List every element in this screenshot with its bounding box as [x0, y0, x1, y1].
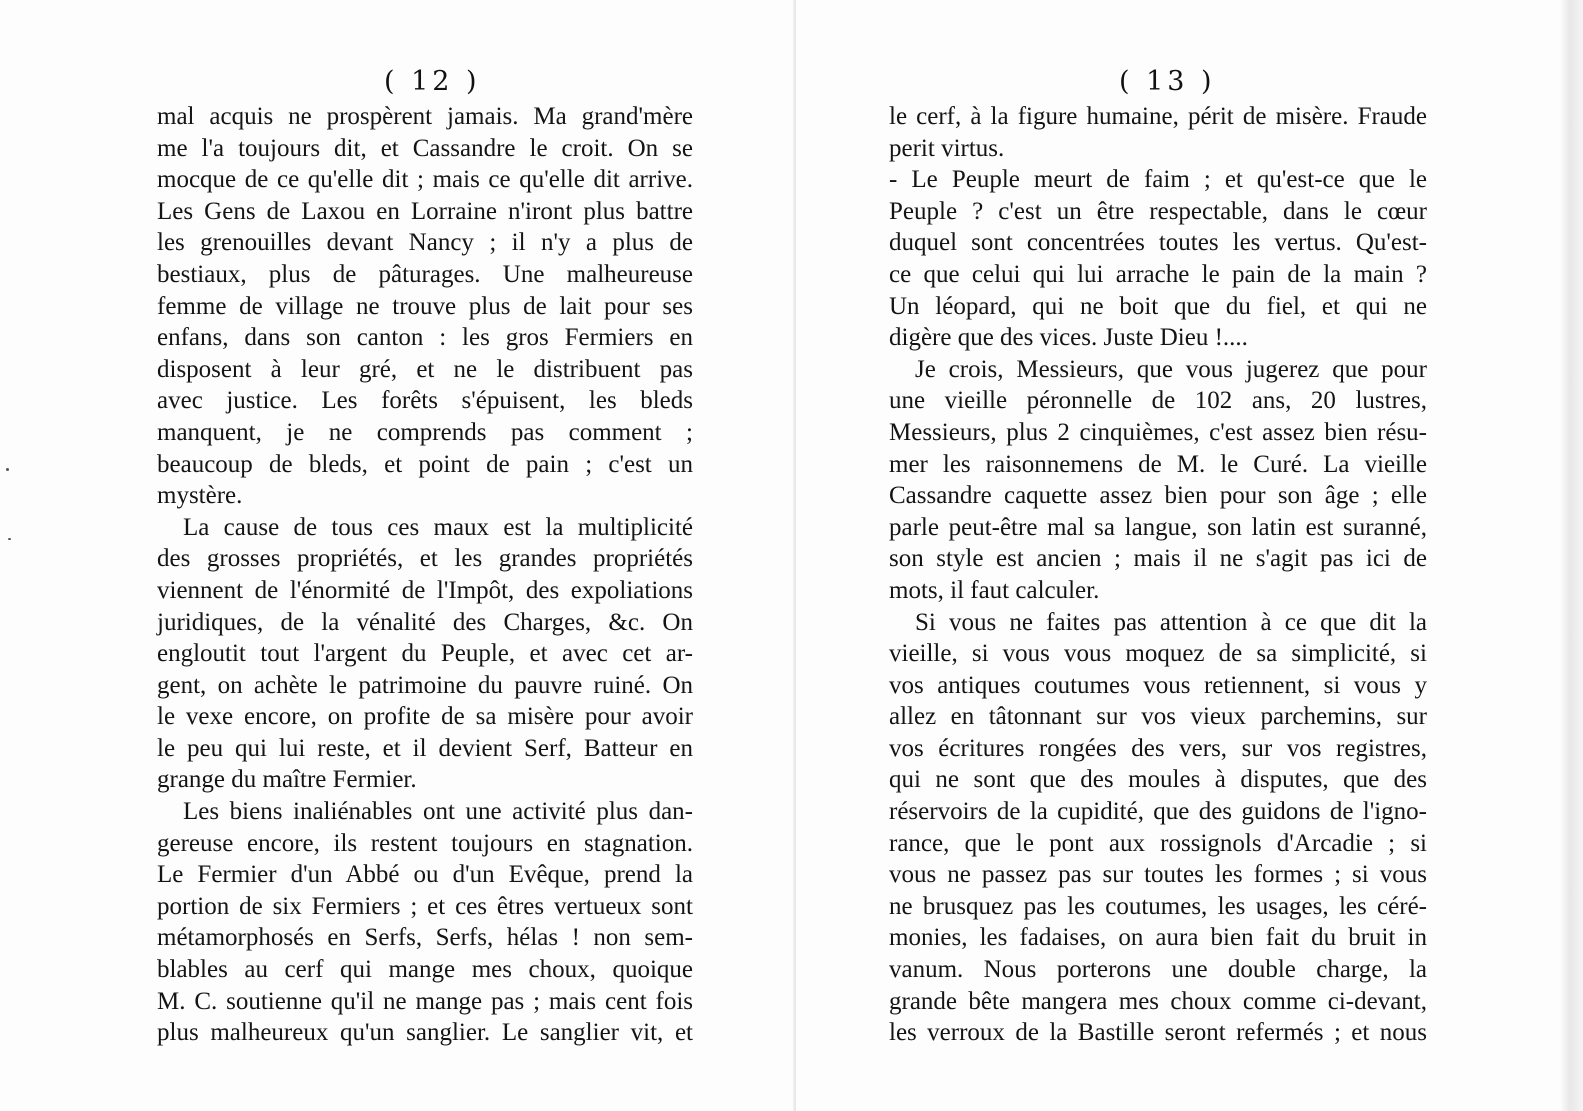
text-line: bestiaux, plus de pâturages. Une malheureuse: [157, 260, 693, 288]
text-line: mots, il faut calculer.: [889, 576, 1100, 604]
scan-speck: [6, 468, 9, 471]
text-line: parle peut-être mal sa langue, son latin est suranné,: [889, 513, 1427, 541]
text-line: juridiques, de la vénalité des Charges, &c. On: [157, 608, 693, 636]
text-line: allez en tâtonnant sur vos vieux parchemins, sur: [889, 703, 1427, 731]
text-line: une vieille péronnelle de 102 ans, 20 lustres,: [889, 387, 1427, 415]
text-line: son style est ancien ; mais il ne s'agit pas ici de: [889, 545, 1427, 573]
text-line: les grenouilles devant Nancy ; il n'y a plus de: [157, 229, 693, 257]
text-line: plus malheureux qu'un sanglier. Le sanglier vit, et: [157, 1019, 693, 1047]
text-line: le peu qui lui reste, et il devient Serf, Batteur en: [157, 734, 693, 762]
text-line: rance, que le pont aux rossignols d'Arcadie ; si: [889, 829, 1427, 857]
text-line: réservoirs de la cupidité, que des guidons de l'igno-: [889, 798, 1427, 826]
text-line: - Le Peuple meurt de faim ; et qu'est-ce que le: [889, 166, 1427, 194]
text-line: blables au cerf qui mange mes choux, quoique: [157, 956, 693, 984]
text-line: femme de village ne trouve plus de lait pour ses: [157, 292, 693, 320]
text-line: Un léopard, qui ne boit que du fiel, et qui ne: [889, 292, 1427, 320]
text-line: les verroux de la Bastille seront refermés ; et nous: [889, 1019, 1427, 1047]
text-line: qui ne sont que des moules à disputes, que des: [889, 766, 1427, 794]
page-text: [889, 101, 1427, 1049]
text-line: le vexe encore, on profite de sa misère pour avoir: [157, 703, 693, 731]
text-line: beaucoup de bleds, et point de pain ; c'est un: [157, 450, 693, 478]
text-line: Le Fermier d'un Abbé ou d'un Evêque, prend la: [157, 861, 693, 889]
text-line: Messieurs, plus 2 cinquièmes, c'est assez bien résu-: [889, 418, 1427, 446]
text-line: engloutit tout l'argent du Peuple, et avec cet ar-: [157, 640, 693, 668]
text-line: vieille, si vous vous moquez de sa simplicité, si: [889, 640, 1427, 668]
text-line: Peuple ? c'est un être respectable, dans le cœur: [889, 197, 1427, 225]
right-page: [796, 0, 1583, 1111]
text-line: gent, on achète le patrimoine du pauvre ruiné. On: [157, 671, 693, 699]
text-line: vous ne passez pas sur toutes les formes ; si vous: [889, 861, 1427, 889]
text-line: Je crois, Messieurs, que vous jugerez que pour: [915, 355, 1427, 383]
page-edge: [1561, 0, 1583, 1111]
text-line: vos antiques coutumes vous retiennent, si vous y: [889, 671, 1427, 699]
text-line: ce que celui qui lui arrache le pain de la main ?: [889, 260, 1427, 288]
text-line: enfans, dans son canton : les gros Fermiers en: [157, 324, 693, 352]
text-line: mal acquis ne prospèrent jamais. Ma grand'mère: [157, 103, 693, 130]
text-line: portion de six Fermiers ; et ces êtres vertueux sont: [157, 892, 693, 920]
text-line: avec justice. Les forêts s'épuisent, les bleds: [157, 387, 693, 415]
text-line: Cassandre caquette assez bien pour son âge ; elle: [889, 482, 1427, 510]
text-line: Les Gens de Laxou en Lorraine n'iront plus battre: [157, 197, 693, 225]
text-line: grande bête mangera mes choux comme ci-devant,: [889, 987, 1427, 1015]
text-line: Si vous ne faites pas attention à ce que dit la: [915, 608, 1427, 636]
page-number: ( 12 ): [384, 66, 481, 97]
text-line: vanum. Nous porterons une double charge, la: [889, 956, 1427, 984]
text-line: perit virtus.: [889, 134, 1005, 162]
text-line: le cerf, à la figure humaine, périt de misère. Fraude: [889, 103, 1427, 130]
scan-speck: [8, 538, 11, 540]
page-number: ( 13 ): [1119, 66, 1216, 97]
text-line: La cause de tous ces maux est la multiplicité: [183, 513, 693, 541]
text-line: des grosses propriétés, et les grandes propriétés: [157, 545, 693, 573]
text-line: M. C. soutienne qu'il ne mange pas ; mais cent fois: [157, 987, 693, 1015]
text-line: gereuse encore, ils restent toujours en stagnation.: [157, 829, 693, 857]
text-line: disposent à leur gré, et ne le distribuent pas: [157, 355, 693, 383]
text-line: mocque de ce qu'elle dit ; mais ce qu'elle dit arrive.: [157, 166, 693, 194]
text-line: mer les raisonnemens de M. le Curé. La vieille: [889, 450, 1427, 478]
text-line: Les biens inaliénables ont une activité plus dan-: [183, 798, 693, 826]
text-line: grange du maître Fermier.: [157, 766, 417, 794]
text-line: viennent de l'énormité de l'Impôt, des expoliations: [157, 576, 693, 604]
page-text: [157, 101, 693, 1049]
text-line: vos écritures rongées des vers, sur vos registres,: [889, 734, 1427, 762]
text-line: me l'a toujours dit, et Cassandre le croit. On se: [157, 134, 693, 162]
text-line: mystère.: [157, 482, 243, 510]
text-line: métamorphosés en Serfs, Serfs, hélas ! non sem-: [157, 924, 693, 952]
text-line: duquel sont concentrées toutes les vertus. Qu'est-: [889, 229, 1427, 257]
text-line: ne brusquez pas les coutumes, les usages, les céré-: [889, 892, 1427, 920]
text-line: manquent, je ne comprends pas comment ;: [157, 418, 693, 446]
text-line: monies, les fadaises, on aura bien fait du bruit in: [889, 924, 1427, 952]
text-line: digère que des vices. Juste Dieu !....: [889, 324, 1248, 352]
